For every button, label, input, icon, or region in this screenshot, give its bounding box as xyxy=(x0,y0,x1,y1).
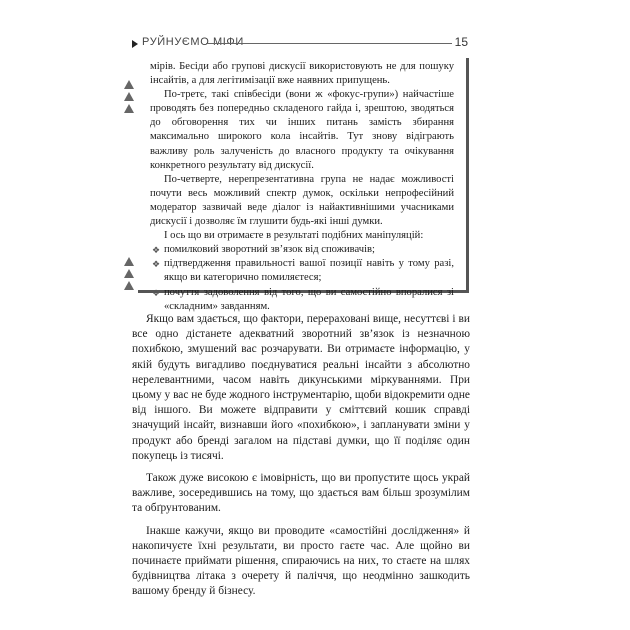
chapter-title: РУЙНУЄМО МІФИ xyxy=(142,36,244,48)
callout-paragraph: По-третє, такі співбесіди (вони ж «фокус-групи») найчастіше проводять без попередньо складеного гайда і, зрештою, зводяться до обговорення тих чи інших питань замість збирання максимально широкого кола інсайтів. Тут знову відіграють важливу роль залученість до власного продукту та очікування конкретного результату від дискусії. xyxy=(150,89,454,171)
body-paragraph: Також дуже високою є імовірність, що ви пропустите щось украй важливе, зосередившись на тому, що здається вам більш зрозумілим та обґрунтованим. xyxy=(132,472,470,515)
body-paragraph: Інакше кажучи, якщо ви проводите «самостійні дослідження» й накопичуєте їхні результати, ви просто гаєте час. Але щойно ви починаєте приймати рішення, спираючись на них, то стаєте на шлях будівництва літака з очерету й паліччя, що неодмінно зашкодить вашому бренду й бізнесу. xyxy=(132,524,470,598)
page-number: 15 xyxy=(454,35,468,49)
diamond-bullet-icon: ❖ xyxy=(152,245,161,256)
callout-paragraph: І ось що ви отримаєте в результаті подібних маніпуляцій: xyxy=(164,230,424,242)
callout-box xyxy=(138,58,469,312)
header-rule xyxy=(206,43,452,44)
diamond-bullet-icon: ❖ xyxy=(152,287,161,298)
callout-paragraph: мірів. Бесіди або групові дискусії використовують не для пошуку інсайтів, а для легітимізації вже наявних припущень. xyxy=(150,61,454,87)
triangle-arrow-icon xyxy=(132,40,138,48)
callout-bullet-list xyxy=(150,243,454,313)
body-text xyxy=(132,312,470,607)
callout-paragraph: По-четверте, нерепрезентативна група не надає можливості почути весь можливий спектр думок, оскільки непрофесійний модератор зазвичай веде діалог із найактивнішими учасниками дискусії і дозволяє їм глушити будь-які інші думки. xyxy=(150,173,454,228)
sidebar-decoration xyxy=(122,58,136,298)
diamond-bullet-icon: ❖ xyxy=(152,259,161,270)
triangle-icon xyxy=(124,92,134,101)
triangle-icon xyxy=(124,257,134,266)
triangle-icon xyxy=(124,104,134,113)
triangle-icon xyxy=(124,269,134,278)
callout-text xyxy=(150,60,454,314)
list-item: ❖ підтвердження правильності вашої позиції навіть у тому разі, якщо ви категорично помиляєтеся; xyxy=(152,258,454,284)
body-paragraph: Якщо вам здається, що фактори, перераховані вище, несуттєві і ви все одно дістанете адекватний зворотний зв’язок із незначною похибкою, змушений вас розчарувати. Ви отримаєте інформацію, у якій будуть вигадливо поєднуватися реальні інсайти з абсолютно нерелевантними, часом навіть дикунськими міркуваннями. При цьому у вас не буде жодного інструментарію, щоби відокремити одне від іншого. Ви можете відправити у сміттєвий кошик справді значущий інсайт, визнавши його «похибкою», і запланувати зміни у продукт або бренді загалом на підставі думки, що її поділяє один покупець із тисячі. xyxy=(132,313,470,462)
list-item: ❖ помилковий зворотний зв’язок від споживачів; xyxy=(150,243,454,257)
triangle-icon xyxy=(124,281,134,290)
list-item: ❖ почуття задоволення від того, що ви самостійно впоралися зі «складним» завданням. xyxy=(152,286,454,312)
triangle-icon xyxy=(124,80,134,89)
running-header xyxy=(132,34,468,54)
